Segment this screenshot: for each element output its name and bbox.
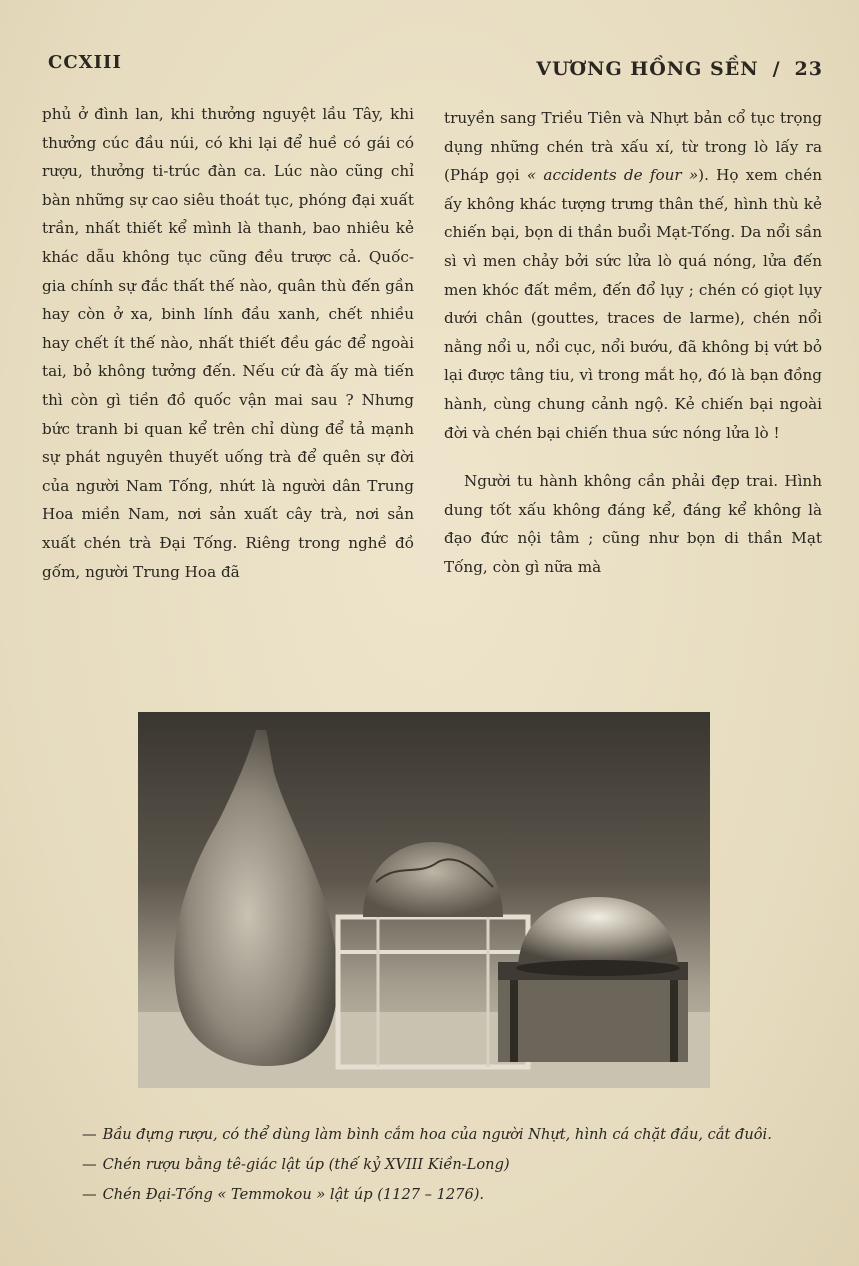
right-paragraph-1-part-b: ). Họ xem chén ấy không khác tượng trưng thân thế, hình thù kẻ chiến bại, bọn di thần buổi Mạt-Tống. Da nổi sần sì vì men chảy bởi sức lửa lò quá nóng, lửa đến men khóc đất mềm, đến đổ lụy ; chén có giọt lụy dưới chân (gouttes, traces de larme), chén nổi nằng nổi u, nổi cục, nổi bướu, đã không bị vứt bỏ lại được tâng tiu, vì trong mắt họ, đó là bạn đồng hành, cùng chung cảnh ngộ. Kẻ chiến bại ngoài đời và chén bại chiến thua sức nóng lửa lò ! [444, 166, 822, 442]
ceramics-photograph [138, 712, 710, 1088]
header-separator: / [772, 58, 781, 80]
french-term: « accidents de four » [526, 166, 699, 185]
right-paragraph-1-part-a: truyền sang Triều Tiên và Nhựt bản cổ tục trọng dụng những chén trà xấu xí, từ trong lò lấy ra (Pháp gọi [444, 109, 822, 185]
caption-line-3: — Chén Đại-Tống « Temmokou » lật úp (1127 – 1276). [82, 1186, 485, 1203]
page-number: 23 [794, 58, 823, 80]
chapter-number: CCXIII [48, 52, 122, 73]
running-header [536, 58, 823, 80]
right-text-column [444, 104, 822, 582]
author-name: VƯƠNG HỒNG SỀN [536, 58, 759, 80]
caption-line-2: — Chén rượu bằng tê-giác lật úp (thế kỷ XVIII Kiền-Long) [82, 1156, 510, 1173]
right-paragraph-2: Người tu hành không cần phải đẹp trai. Hình dung tốt xấu không đáng kể, đáng kể không là đạo đức nội tâm ; cũng như bọn di thần Mạt Tống, còn gì nữa mà [444, 472, 822, 576]
left-text-column [42, 100, 414, 586]
caption-line-1: — Bầu đựng rượu, có thể dùng làm bình cắm hoa của người Nhựt, hình cá chặt đầu, cắt đuôi. [82, 1126, 772, 1143]
left-paragraph: phủ ở đình lan, khi thưởng nguyệt lầu Tây, khi thưởng cúc đầu núi, có khi lại để huề có gái có rượu, thưởng ti-trúc đàn ca. Lúc nào cũng chỉ bàn những sự cao siêu thoát tục, phóng đại xuất trần, nhất thiết kể mình là thanh, bao nhiêu kẻ khác dẫu không tục cũng đều trược cả. Quốc-gia chính sự đắc thất thế nào, quân thù đến gần hay còn ở xa, binh lính đầu xanh, chết nhiều hay chết ít thế nào, nhất thiết đều gác để ngoài tai, bỏ không tưởng đến. Nếu cứ đà ấy mà tiến thì còn gì tiền đồ quốc vận mai sau ? Nhưng bức tranh bi quan kể trên chỉ dùng để tả mạnh sự phát nguyên thuyết uống trà để quên sự đời của người Nam Tống, nhứt là người dân Trung Hoa miền Nam, nơi sản xuất cây trà, nơi sản xuất chén trà Đại Tống. Riêng trong nghề đồ gốm, người Trung Hoa đã [42, 105, 414, 581]
photo-illustration [138, 712, 710, 1088]
right-paragraph-1 [444, 104, 822, 447]
photo-caption [82, 1124, 822, 1214]
